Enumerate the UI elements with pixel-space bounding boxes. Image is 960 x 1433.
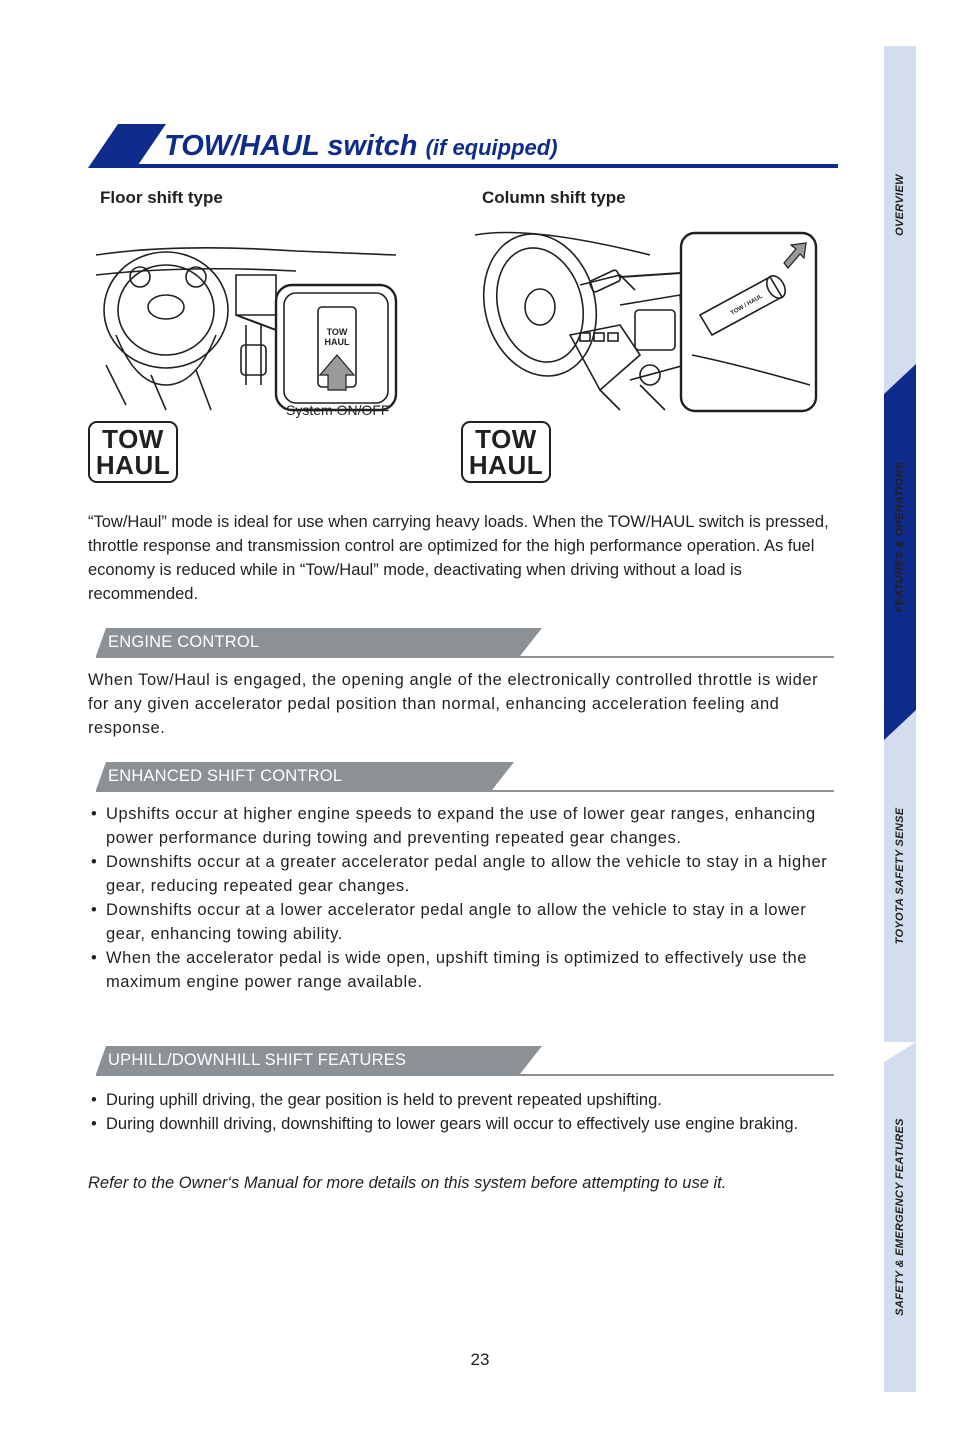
switch-text-line2: HAUL — [324, 337, 350, 347]
list-item: • Downshifts occur at a greater accelerator pedal angle to allow the vehicle to stay in a higher gear, reducing repeated gear changes. — [88, 850, 834, 898]
caption-column-shift: Column shift type — [482, 188, 626, 207]
badge-line2: HAUL — [468, 450, 544, 480]
list-item: • Downshifts occur at a lower accelerator pedal angle to allow the vehicle to stay in a lower gear, enhancing towing ability. — [88, 898, 834, 946]
engine-control-text: When Tow/Haul is engaged, the opening angle of the electronically controlled throttle is wider for any given accelerator pedal position than normal, enhancing acceleration feeling and response. — [88, 671, 819, 737]
section-header-enhanced-shift-control — [96, 762, 834, 792]
system-on-off-label: System ON/OFF — [286, 402, 390, 418]
page-number: 23 — [470, 1350, 490, 1369]
list-item: • When the accelerator pedal is wide open, upshift timing is optimized to effectively use the maximum engine power range available. — [88, 946, 834, 994]
side-tab-label: TOYOTA SAFETY SENSE — [894, 807, 906, 945]
side-tab-safety-emergency[interactable] — [884, 1042, 916, 1392]
side-tab-label: OVERVIEW — [894, 174, 906, 236]
section-header-label: ENGINE CONTROL — [108, 633, 260, 651]
tow-haul-indicator-icon — [88, 421, 178, 483]
side-tabs — [884, 46, 916, 1392]
caption-floor-shift: Floor shift type — [100, 188, 223, 207]
column-shift-illustration — [470, 215, 820, 415]
list-item: • During uphill driving, the gear position is held to prevent repeated upshifting. — [88, 1088, 834, 1112]
intro-paragraph: “Tow/Haul” mode is ideal for use when carrying heavy loads. When the TOW/HAUL switch is pressed, throttle response and transmission control are optimized for the high performance operation. As fuel economy is reduced while in “Tow/Haul” mode, deactivating when driving without a load is recommended. — [88, 513, 829, 603]
side-tab-toyota-safety-sense[interactable] — [884, 710, 916, 1042]
list-item: • During downhill driving, downshifting to lower gears will occur to effectively use engine braking. — [88, 1112, 834, 1136]
side-tab-features-operations[interactable] — [884, 364, 916, 710]
page-title — [164, 130, 558, 163]
badge-line1: TOW — [102, 424, 164, 454]
list-item: • Upshifts occur at higher engine speeds to expand the use of lower gear ranges, enhancing power performance during towing and preventing repeated gear changes. — [88, 802, 834, 850]
section-header-uphill-downhill — [96, 1046, 834, 1076]
lever-text: TOW / HAUL — [730, 293, 764, 317]
tow-haul-indicator-icon — [461, 421, 551, 483]
shift-control-list — [88, 802, 834, 994]
side-tab-label: SAFETY & EMERGENCY FEATURES — [894, 1118, 906, 1316]
owners-manual-note: Refer to the Owner‘s Manual for more details on this system before attempting to use it. — [88, 1174, 727, 1192]
section-header-label: UPHILL/DOWNHILL SHIFT FEATURES — [108, 1051, 407, 1069]
side-tab-overview[interactable] — [884, 46, 916, 364]
title-stripe-decoration — [88, 124, 166, 168]
side-tab-label: FEATURES & OPERATIONS — [894, 461, 906, 613]
title-underline — [128, 164, 838, 168]
section-header-label: ENHANCED SHIFT CONTROL — [108, 767, 343, 785]
badge-line1: TOW — [475, 424, 537, 454]
page-title-main: TOW/HAUL switch — [164, 130, 418, 162]
uphill-downhill-list — [88, 1088, 834, 1136]
page-title-banner — [88, 124, 838, 168]
floor-shift-illustration — [96, 215, 406, 415]
switch-text-line1: TOW — [326, 327, 348, 337]
section-header-engine-control — [96, 628, 834, 658]
badge-line2: HAUL — [95, 450, 171, 480]
page-title-suffix: (if equipped) — [425, 135, 558, 160]
